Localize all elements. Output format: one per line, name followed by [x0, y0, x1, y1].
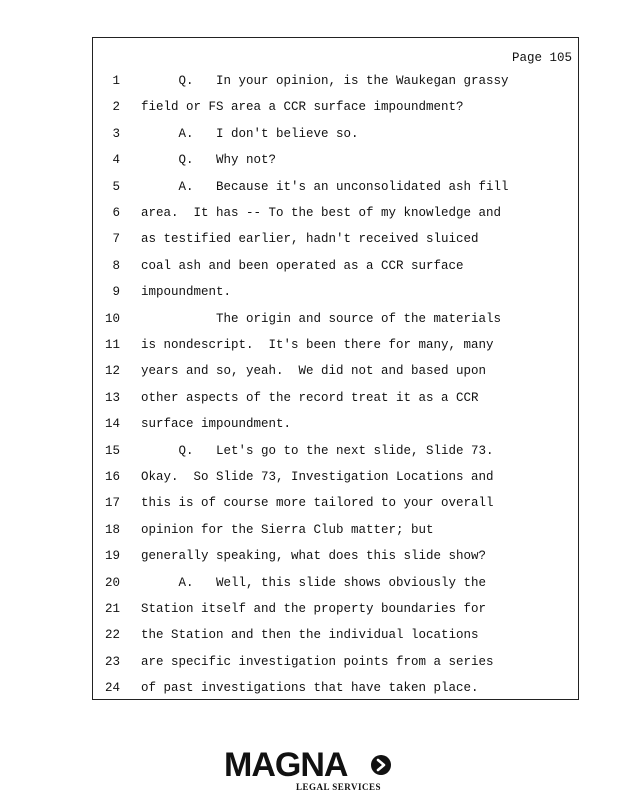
transcript-line: [93, 391, 578, 411]
line-number: 24: [104, 681, 120, 696]
line-text: Station itself and the property boundaries for: [141, 602, 487, 616]
transcript-line: [93, 206, 578, 226]
transcript-line: [93, 444, 578, 464]
line-number: 5: [112, 179, 120, 194]
line-text: other aspects of the record treat it as a CCR: [141, 390, 479, 405]
transcript-line: [93, 285, 578, 305]
line-number: 3: [112, 126, 120, 141]
transcript-line: [93, 523, 578, 543]
line-text: years and so, yeah. We did not and based upon: [141, 364, 487, 379]
line-number: 17: [104, 496, 120, 511]
line-number: 9: [112, 285, 120, 300]
transcript-line: [93, 364, 578, 384]
line-number: 21: [104, 602, 120, 616]
magna-logo: [224, 748, 394, 792]
line-text: impoundment.: [141, 285, 232, 300]
line-text: Q. Why not?: [141, 153, 277, 168]
line-number: 22: [104, 628, 120, 643]
line-number: 19: [104, 549, 120, 564]
line-text: generally speaking, what does this slide show?: [141, 549, 487, 564]
line-text: this is of course more tailored to your overall: [141, 496, 494, 511]
transcript-line: [93, 496, 578, 516]
line-text: Q. In your opinion, is the Waukegan grassy: [141, 74, 509, 88]
transcript-line: [93, 338, 578, 358]
transcript-line: [93, 655, 578, 675]
line-number: 18: [104, 522, 120, 537]
transcript-line: [93, 259, 578, 279]
line-number: 1: [112, 74, 120, 88]
transcript-line: [93, 576, 578, 596]
line-text: coal ash and been operated as a CCR surface: [141, 258, 464, 273]
transcript-line: [93, 100, 578, 120]
line-text: A. Because it's an unconsolidated ash fill: [141, 179, 509, 194]
transcript-line: [93, 232, 578, 252]
line-number: 8: [112, 258, 120, 273]
line-number: 12: [104, 364, 120, 379]
line-text: of past investigations that have taken place.: [141, 681, 479, 696]
line-number: 14: [104, 417, 120, 432]
line-text: opinion for the Sierra Club matter; but: [141, 522, 434, 537]
transcript-line: [93, 628, 578, 648]
transcript-line: [93, 153, 578, 173]
transcript-line: [93, 180, 578, 200]
line-text: Okay. So Slide 73, Investigation Locations and: [141, 470, 494, 484]
transcript-page: [92, 37, 579, 700]
transcript-line: [93, 470, 578, 490]
transcript-line: [93, 74, 578, 94]
transcript-line: [93, 681, 578, 701]
transcript-line: [93, 312, 578, 332]
logo-subtitle: LEGAL SERVICES: [296, 782, 381, 792]
line-text: the Station and then the individual locations: [141, 628, 479, 643]
transcript-line: [93, 127, 578, 147]
line-text: area. It has -- To the best of my knowledge and: [141, 206, 502, 220]
line-number: 16: [104, 470, 120, 484]
line-text: A. I don't believe so.: [141, 126, 359, 141]
line-text: are specific investigation points from a series: [141, 654, 494, 669]
line-text: Q. Let's go to the next slide, Slide 73.: [141, 443, 494, 458]
line-text: field or FS area a CCR surface impoundment?: [141, 100, 464, 115]
line-number: 6: [112, 206, 120, 220]
line-number: 2: [112, 100, 120, 115]
line-text: surface impoundment.: [141, 417, 292, 432]
line-number: 4: [112, 153, 120, 168]
line-number: 11: [104, 338, 120, 352]
chevron-circle-icon: [370, 754, 392, 776]
line-number: 7: [112, 232, 120, 247]
line-text: The origin and source of the materials: [141, 311, 502, 326]
line-number: 23: [104, 654, 120, 669]
line-number: 13: [104, 390, 120, 405]
line-text: A. Well, this slide shows obviously the: [141, 575, 487, 590]
transcript-line: [93, 417, 578, 437]
line-number: 20: [104, 575, 120, 590]
line-number: 15: [104, 443, 120, 458]
line-number: 10: [104, 311, 120, 326]
transcript-line: [93, 549, 578, 569]
line-text: is nondescript. It's been there for many, many: [141, 338, 494, 352]
logo-brand: MAGNA: [224, 746, 348, 784]
line-text: as testified earlier, hadn't received sluiced: [141, 232, 479, 247]
page-number: Page 105: [511, 51, 572, 65]
transcript-line: [93, 602, 578, 622]
